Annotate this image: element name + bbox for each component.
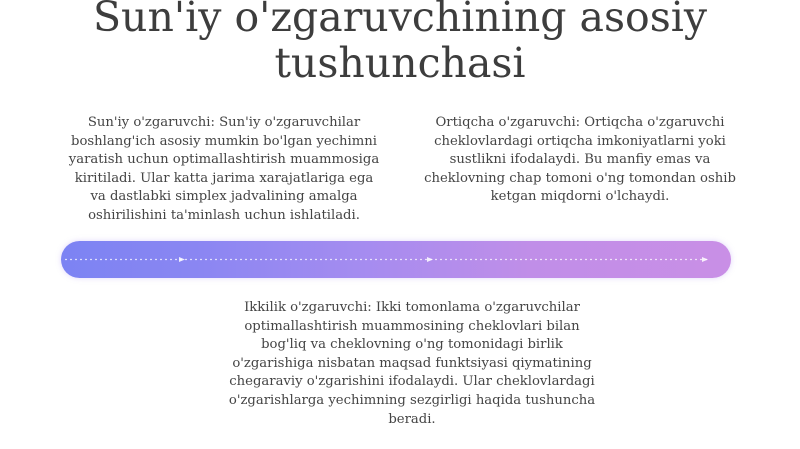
timeline-arrow-1 [179,257,185,262]
artificial-variable-description: Sun'iy o'zgaruvchi: Sun'iy o'zgaruvchilar boshlang'ich asosiy mumkin bo'lgan yechimni yaratish uchun optimallashtirish muammosiga kiritiladi. Ular katta jarima xarajatlariga ega va dastlabki simplex jadvalining amalga oshirilishini ta'minlash uchun ishlatiladi. [68,115,380,223]
timeline-bar [61,241,731,278]
timeline-arrow-3 [702,257,708,262]
dual-variable-description: Ikkilik o'zgaruvchi: Ikki tomonlama o'zgaruvchilar optimallashtirish muammosining cheklovlari bilan bog'liq va cheklovning o'ng tomonidagi birlik o'zgarishiga nisbatan maqsad funktsiyasi qiymatining chegaraviy o'zgarishini ifodalaydi. Ular cheklovlardagi o'zgarishlarga yechimning sezgirligi haqida tushuncha beradi. [228,300,596,427]
page-title: Sun'iy o'zgaruvchining asosiy tushunchasi [92,0,708,87]
surplus-variable-description: Ortiqcha o'zgaruvchi: Ortiqcha o'zgaruvchi cheklovlardagi ortiqcha imkoniyatlarni yoki sustlikni ifodalaydi. Bu manfiy emas va cheklovning chap tomoni o'ng tomondan oshib ketgan miqdorni o'lchaydi. [424,115,736,205]
timeline-arrows [61,241,731,278]
timeline-arrow-2 [427,257,433,262]
